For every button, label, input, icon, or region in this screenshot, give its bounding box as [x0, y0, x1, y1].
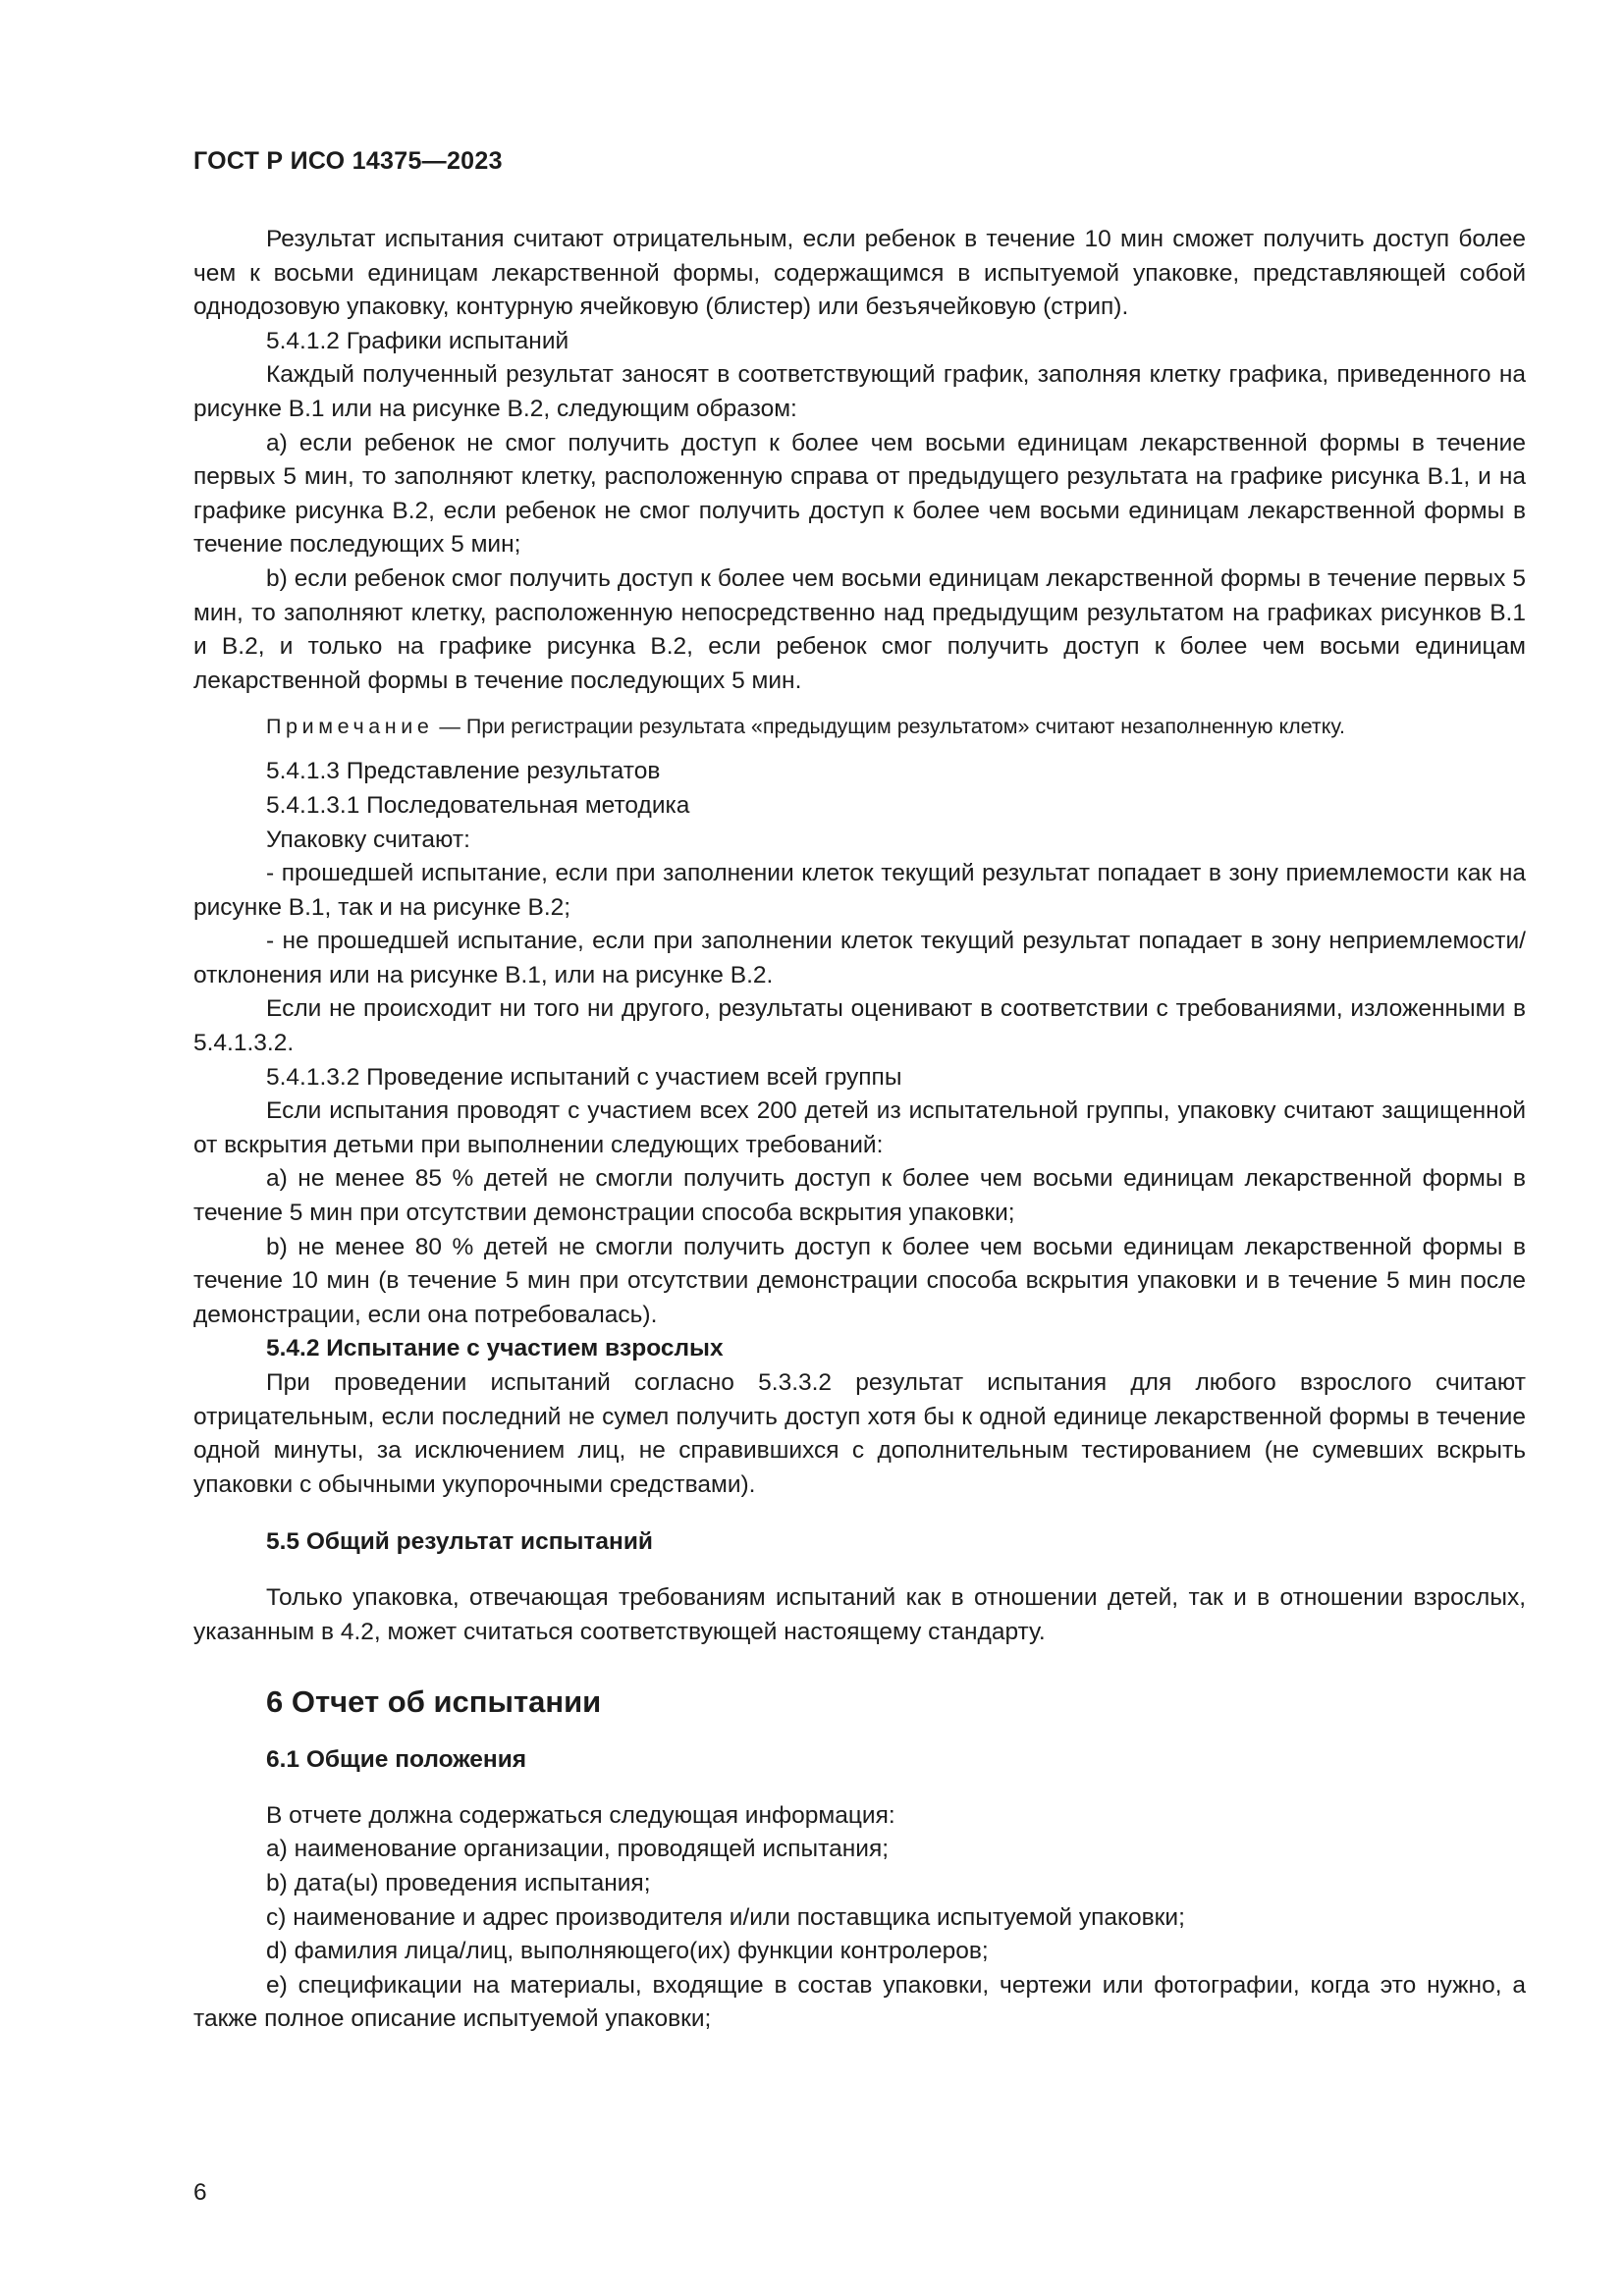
document-header: ГОСТ Р ИСО 14375—2023 — [193, 147, 503, 175]
note-label: Примечание — [266, 715, 434, 739]
note-text: — При регистрации результата «предыдущим результатом» считают незаполненную клетку. — [433, 715, 1345, 739]
list-item-6-1-a: a) наименование организации, проводящей испытания; — [266, 1836, 890, 1863]
list-item-6-1-b: b) дата(ы) проведения испытания; — [266, 1869, 651, 1896]
list-item-6-1-d: d) фамилия лица/лиц, выполняющего(их) функции контролеров; — [266, 1938, 989, 1965]
list-item-6-1-c: c) наименование и адрес производителя и/или поставщика испытуемой упаковки; — [266, 1903, 1185, 1931]
heading-5-4-1-2: 5.4.1.2 Графики испытаний — [266, 327, 569, 354]
list-item-5-4-1-3-2-b: b) не менее 80 % детей не смогли получить доступ к более чем восьми единицам лекарственной формы в течение 10 мин (в течение 5 мин при отсутствии демонстрации способа вскрытия упаковки и в течение 5 мин после демонстрации, если она потребовалась). — [193, 1233, 1526, 1328]
list-item-5-4-1-3-1-fail: - не прошедшей испытание, если при заполнении клеток текущий результат попадает в зону неприемлемости/отклонения или на рисунке B.1, или на рисунке B.2. — [193, 928, 1526, 988]
heading-5-4-1-3: 5.4.1.3 Представление результатов — [266, 758, 661, 785]
paragraph-5-4-1-3-1-intro: Упаковку считают: — [266, 826, 470, 853]
page-number: 6 — [193, 2179, 207, 2206]
heading-section-6: 6 Отчет об испытании — [266, 1684, 602, 1720]
paragraph-5-4-2: При проведении испытаний согласно 5.3.3.2 результат испытания для любого взрослого считают отрицательным, если последний не сумел получить доступ хотя бы к одной единице лекарственной формы в течение одной минуты, за исключением лиц, не справившихся с дополнительным тестированием (не сумевших вскрыть упаковки с обычными укупорочными средствами). — [193, 1369, 1526, 1498]
paragraph-6-1-intro: В отчете должна содержаться следующая информация: — [266, 1801, 895, 1829]
paragraph-5-5: Только упаковка, отвечающая требованиям испытаний как в отношении детей, так и в отношении взрослых, указанным в 4.2, может считаться соответствующей настоящему стандарту. — [193, 1583, 1526, 1645]
note — [193, 712, 1526, 741]
list-item-5-4-1-2-a: a) если ребенок не смог получить доступ к более чем восьми единицам лекарственной формы в течение первых 5 мин, то заполняют клетку, расположенную справа от предыдущего результата на графике рисунка B.1, и на графике рисунка B.2, если ребенок не смог получить доступ к более чем восьми единицам лекарственной формы в течение последующих 5 мин; — [193, 429, 1526, 559]
document-body — [193, 223, 1526, 2037]
list-item-5-4-1-3-1-pass: - прошедшей испытание, если при заполнении клеток текущий результат попадает в зону приемлемости как на рисунке B.1, так и на рисунке B.2; — [193, 860, 1526, 921]
list-item-6-1-e: e) спецификации на материалы, входящие в состав упаковки, чертежи или фотографии, когда это нужно, а также полное описание испытуемой упаковки; — [193, 1971, 1526, 2033]
list-item-5-4-1-3-2-a: a) не менее 85 % детей не смогли получить доступ к более чем восьми единицам лекарственной формы в течение 5 мин при отсутствии демонстрации способа вскрытия упаковки; — [193, 1165, 1526, 1227]
paragraph-5-4-1-3-1-else: Если не происходит ни того ни другого, результаты оценивают в соответствии с требованиями, изложенными в 5.4.1.3.2. — [193, 995, 1526, 1057]
paragraph-result-negative: Результат испытания считают отрицательным, если ребенок в течение 10 мин сможет получить доступ более чем к восьми единицам лекарственной формы, содержащимся в испытуемой упаковке, представляющей собой однодозовую упаковку, контурную ячейковую (блистер) или безъячейковую (стрип). — [193, 226, 1526, 321]
paragraph-5-4-1-3-2-intro: Если испытания проводят с участием всех 200 детей из испытательной группы, упаковку считают защищенной от вскрытия детьми при выполнении следующих требований: — [193, 1097, 1526, 1158]
heading-5-4-2: 5.4.2 Испытание с участием взрослых — [266, 1335, 724, 1362]
list-item-5-4-1-2-b: b) если ребенок смог получить доступ к более чем восьми единицам лекарственной формы в течение первых 5 мин, то заполняют клетку, расположенную непосредственно над предыдущим результатом на графиках рисунков B.1 и B.2, и только на графике рисунка B.2, если ребенок смог получить доступ к более чем восьми единицам лекарственной формы в течение последующих 5 мин. — [193, 564, 1526, 694]
heading-5-5: 5.5 Общий результат испытаний — [266, 1528, 653, 1556]
paragraph-5-4-1-2-intro: Каждый полученный результат заносят в соответствующий график, заполняя клетку графика, приведенного на рисунке B.1 или на рисунке B.2, следующим образом: — [193, 361, 1526, 422]
heading-5-4-1-3-2: 5.4.1.3.2 Проведение испытаний с участием всей группы — [266, 1063, 902, 1091]
heading-6-1: 6.1 Общие положения — [266, 1746, 527, 1774]
heading-5-4-1-3-1: 5.4.1.3.1 Последовательная методика — [266, 791, 690, 819]
